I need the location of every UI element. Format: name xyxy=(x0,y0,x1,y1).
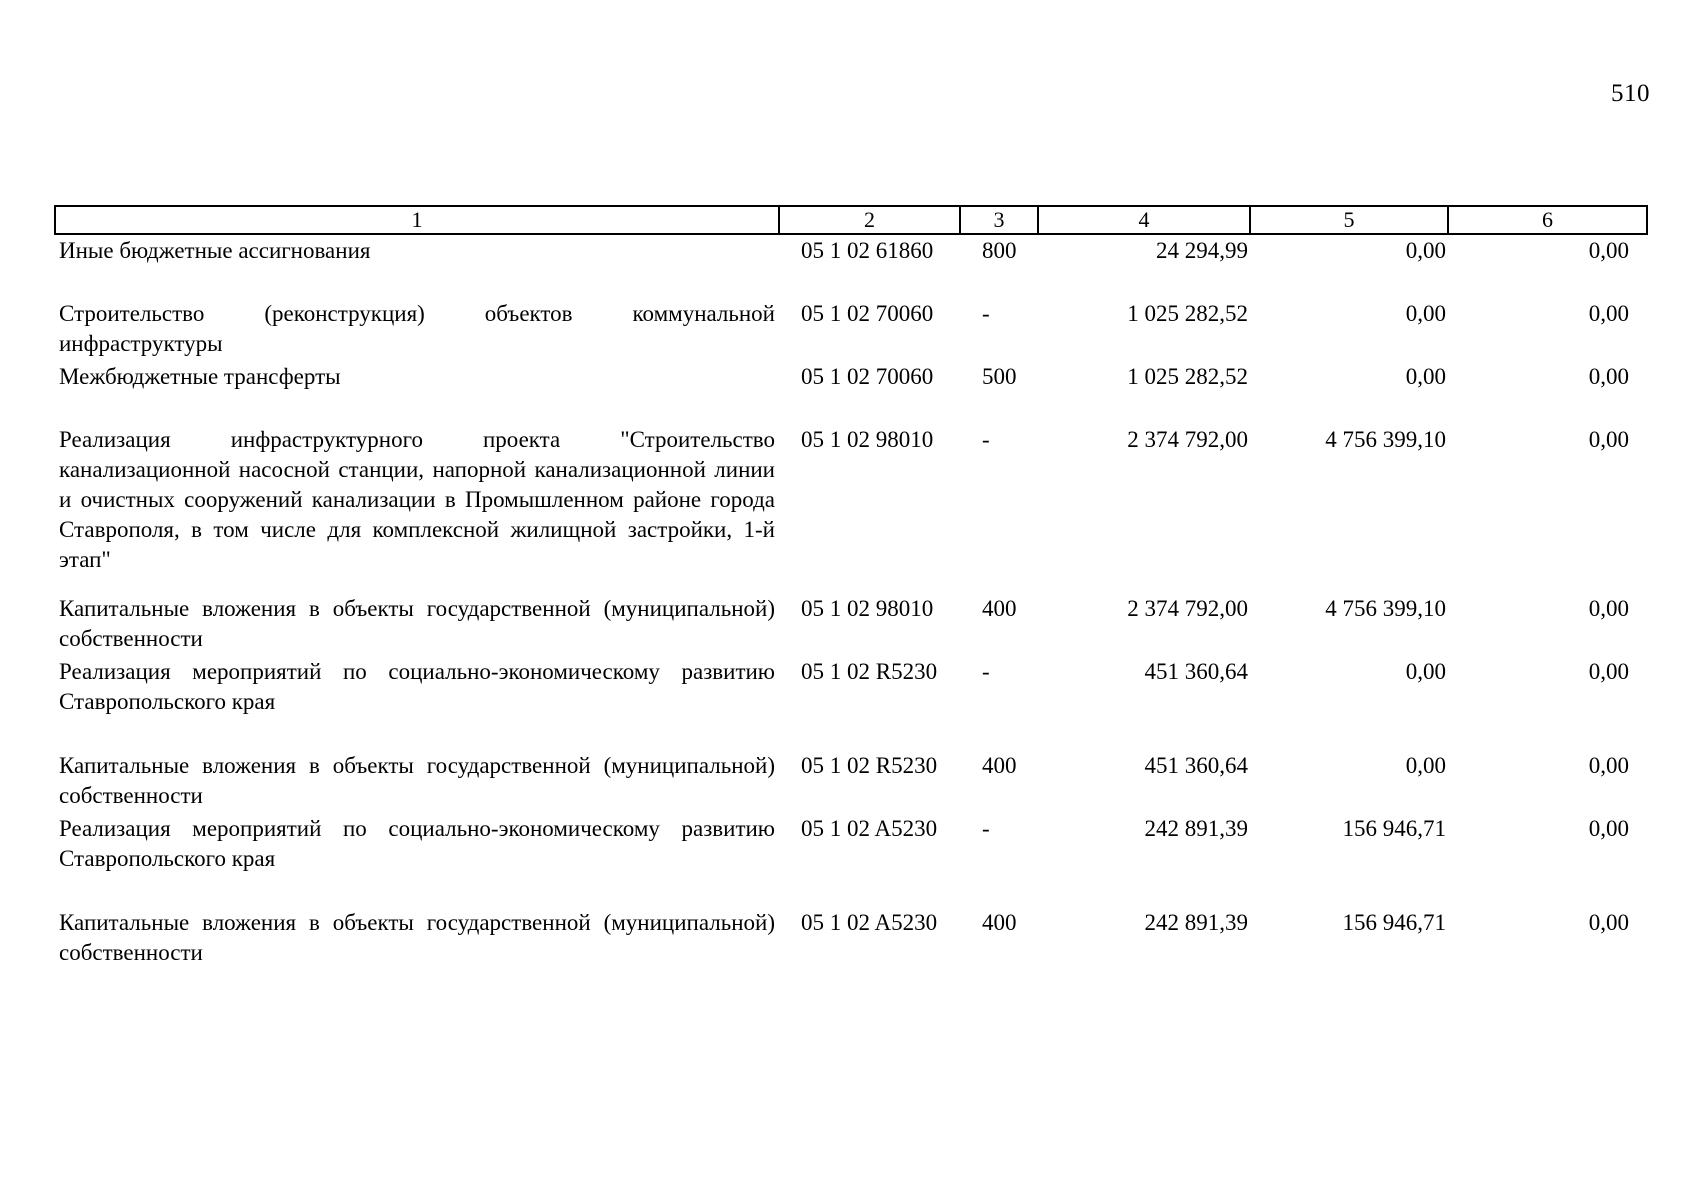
row-value-6: 0,00 xyxy=(1588,910,1629,935)
row-value-4: 2 374 792,00 xyxy=(1127,427,1248,452)
row-value-4: 1 025 282,52 xyxy=(1127,301,1248,326)
row-code: 05 1 02 98010 xyxy=(801,596,934,621)
header-col-4: 4 xyxy=(1038,206,1250,234)
row-value-6: 0,00 xyxy=(1588,301,1629,326)
row-value-5: 0,00 xyxy=(1405,659,1446,684)
table-row xyxy=(55,424,1647,593)
row-value-4: 2 374 792,00 xyxy=(1127,596,1248,621)
page-number: 510 xyxy=(1611,80,1650,107)
table-row xyxy=(55,656,1647,750)
row-value-4: 451 360,64 xyxy=(1144,659,1248,684)
row-value-5: 0,00 xyxy=(1405,238,1446,263)
row-code: 05 1 02 R5230 xyxy=(801,753,938,778)
row-value-6: 0,00 xyxy=(1588,816,1629,841)
row-value-6: 0,00 xyxy=(1588,364,1629,389)
row-value-4: 242 891,39 xyxy=(1144,816,1248,841)
table-row xyxy=(55,234,1647,298)
row-value-4: 451 360,64 xyxy=(1144,753,1248,778)
table-row xyxy=(55,813,1647,907)
row-name: Капитальные вложения в объекты государственной (муниципальной) собственности xyxy=(59,596,775,651)
row-value-4: 24 294,99 xyxy=(1156,238,1248,263)
row-value-5: 0,00 xyxy=(1405,364,1446,389)
row-value-5: 0,00 xyxy=(1405,753,1446,778)
table-row xyxy=(55,361,1647,424)
table-row xyxy=(55,593,1647,656)
row-code: 05 1 02 70060 xyxy=(801,364,934,389)
row-code: 05 1 02 A5230 xyxy=(801,816,938,841)
row-type: - xyxy=(982,816,990,841)
row-name: Межбюджетные трансферты xyxy=(59,364,341,389)
row-value-4: 1 025 282,52 xyxy=(1127,364,1248,389)
header-col-3: 3 xyxy=(960,206,1038,234)
row-code: 05 1 02 70060 xyxy=(801,301,934,326)
row-value-6: 0,00 xyxy=(1588,659,1629,684)
header-col-6: 6 xyxy=(1448,206,1647,234)
row-code: 05 1 02 R5230 xyxy=(801,659,938,684)
row-name: Капитальные вложения в объекты государственной (муниципальной) собственности xyxy=(59,753,775,808)
row-type: - xyxy=(982,427,990,452)
row-value-5: 156 946,71 xyxy=(1342,816,1446,841)
row-type: - xyxy=(982,659,990,684)
row-code: 05 1 02 A5230 xyxy=(801,910,938,935)
table-body xyxy=(55,234,1647,970)
row-name: Реализация мероприятий по социально-экономическому развитию Ставропольского края xyxy=(59,659,775,714)
row-type: 800 xyxy=(982,238,1017,263)
row-value-5: 4 756 399,10 xyxy=(1325,596,1446,621)
row-type: 400 xyxy=(982,596,1017,621)
row-value-6: 0,00 xyxy=(1588,596,1629,621)
table-row xyxy=(55,298,1647,361)
budget-table xyxy=(54,205,1648,970)
header-col-1: 1 xyxy=(55,206,779,234)
row-type: - xyxy=(982,301,990,326)
header-col-5: 5 xyxy=(1250,206,1448,234)
row-name: Реализация инфраструктурного проекта "Строительство канализационной насосной станции, напорной канализационной линии и очистных сооружений канализации в Промышленном районе города Ставрополя, в том числе для комплексной жилищной застройки, 1-й этап" xyxy=(59,427,775,572)
row-type: 400 xyxy=(982,753,1017,778)
table-row xyxy=(55,750,1647,813)
row-value-5: 156 946,71 xyxy=(1342,910,1446,935)
row-value-6: 0,00 xyxy=(1588,238,1629,263)
row-name: Реализация мероприятий по социально-экономическому развитию Ставропольского края xyxy=(59,816,775,871)
table-row xyxy=(55,907,1647,970)
header-row xyxy=(55,206,1647,234)
row-name: Иные бюджетные ассигнования xyxy=(59,238,371,263)
row-type: 500 xyxy=(982,364,1017,389)
row-value-5: 0,00 xyxy=(1405,301,1446,326)
header-col-2: 2 xyxy=(779,206,960,234)
row-name: Строительство (реконструкция) объектов коммунальной инфраструктуры xyxy=(59,301,775,356)
row-code: 05 1 02 98010 xyxy=(801,427,934,452)
row-value-6: 0,00 xyxy=(1588,427,1629,452)
row-value-6: 0,00 xyxy=(1588,753,1629,778)
row-code: 05 1 02 61860 xyxy=(801,238,934,263)
row-type: 400 xyxy=(982,910,1017,935)
row-value-4: 242 891,39 xyxy=(1144,910,1248,935)
row-name: Капитальные вложения в объекты государственной (муниципальной) собственности xyxy=(59,910,775,965)
table-header xyxy=(55,206,1647,234)
row-value-5: 4 756 399,10 xyxy=(1325,427,1446,452)
